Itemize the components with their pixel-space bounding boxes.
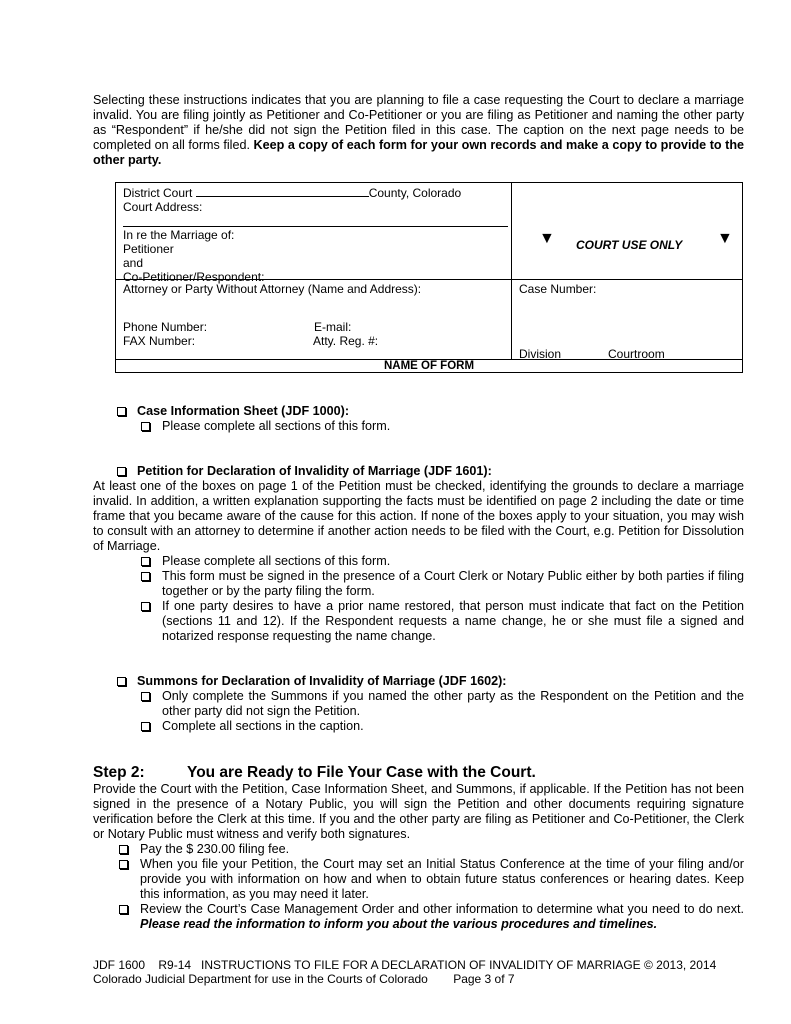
list-item: Review the Court’s Case Management Order and other information to determine what you need to do next. [140, 902, 744, 916]
section-title: Petition for Declaration of Invalidity of Marriage (JDF 1601): [137, 464, 492, 478]
checkbox-icon[interactable] [119, 905, 128, 914]
list-item: Pay the $ 230.00 filing fee. [140, 842, 290, 856]
courtroom-label: Courtroom [608, 347, 665, 361]
district-court-label: District Court [123, 186, 193, 200]
page-footer [93, 958, 744, 986]
intro-text: Selecting these instructions indicates that you are planning to file a case requesting the Court to declare a marriage invalid. You are filing jointly as Petitioner and Co-Petitioner or you are filing as Petitioner and naming the other party as “Respondent” if he/she did not sign the Petition filed in this case. The caption on the next page needs to be completed on all forms filed. [93, 93, 744, 152]
list-item: Only complete the Summons if you named the other party as the Respondent on the Petition and the other party did not sign the Petition. [162, 689, 744, 718]
petition-section [93, 464, 744, 644]
co-petitioner-label: Co-Petitioner/Respondent: [123, 270, 265, 284]
caption-table [115, 182, 743, 373]
section-title: Case Information Sheet (JDF 1000): [137, 404, 350, 418]
step2-title: You are Ready to File Your Case with the Court. [187, 764, 536, 781]
case-number-cell [512, 280, 742, 360]
phone-label: Phone Number: [123, 320, 208, 334]
checkbox-icon[interactable] [141, 572, 150, 581]
checkbox-icon[interactable] [141, 602, 150, 611]
petitioner-label: Petitioner [123, 242, 174, 256]
checkbox-icon[interactable] [119, 845, 128, 854]
case-number-label: Case Number: [519, 282, 597, 296]
court-use-only-label: COURT USE ONLY [576, 238, 683, 252]
checkbox-icon[interactable] [141, 722, 150, 731]
attorney-label: Attorney or Party Without Attorney (Name and Address): [123, 282, 422, 296]
checkbox-icon[interactable] [117, 677, 126, 686]
checkbox-icon[interactable] [117, 467, 126, 476]
list-item-emphasis: Please read the information to inform you about the various procedures and timelines. [140, 917, 658, 931]
case-info-section [115, 404, 744, 434]
down-arrow-icon: ▼ [717, 230, 733, 247]
caption-court-cell [116, 183, 512, 284]
checkbox-icon[interactable] [117, 407, 126, 416]
step2-section [93, 764, 744, 932]
division-label: Division [519, 347, 562, 361]
court-use-cell [512, 183, 742, 280]
list-item: Please complete all sections of this form. [162, 554, 391, 568]
list-item: Please complete all sections of this form. [162, 419, 391, 433]
county-label: County, Colorado [368, 186, 462, 200]
atty-reg-label: Atty. Reg. #: [313, 334, 379, 348]
list-item: This form must be signed in the presence of a Court Clerk or Notary Public either by both parties if filing together or by the party filing the form. [162, 569, 744, 598]
checkbox-icon[interactable] [141, 692, 150, 701]
summons-section [93, 674, 744, 734]
fax-label: FAX Number: [123, 334, 196, 348]
intro-paragraph [93, 93, 744, 168]
county-blank [196, 185, 369, 197]
petition-body: At least one of the boxes on page 1 of the Petition must be checked, identifying the grounds to declare a marriage invalid. In addition, a written explanation supporting the facts must be identified on page 2 including the date or time frame that you became aware of the cause for this action. If none of the boxes apply to your situation, you may wish to consult with an attorney to determine if another action needs to be filed with the Court, e.g. Petition for Dissolution of Marriage. [93, 479, 744, 553]
step2-label: Step 2: [93, 764, 145, 781]
section-title: Summons for Declaration of Invalidity of Marriage (JDF 1602): [137, 674, 507, 688]
and-label: and [123, 256, 144, 270]
name-of-form-label: NAME OF FORM [383, 360, 475, 372]
intro-bold-text: Keep a copy of each form for your own records and make a copy to provide to the other party. [93, 138, 745, 167]
step2-body: Provide the Court with the Petition, Case Information Sheet, and Summons, if applicable. If the Petition has not been signed in the presence of a Notary Public, you will sign the Petition and other documents requiring signature verification before the Clerk at this time. If you and the other party are filing as Petitioner and Co-Petitioner, the Clerk or Notary Public must witness and verify both signatures. [93, 782, 744, 841]
footer-line2-left: Colorado Judicial Department for use in the Courts of Colorado [93, 972, 428, 986]
email-label: E-mail: [314, 320, 352, 334]
page-number: Page 3 of 7 [453, 972, 515, 986]
footer-line1: JDF 1600 R9-14 INSTRUCTIONS TO FILE FOR A DECLARATION OF INVALIDITY OF MARRIAGE © 2013, 2014 [93, 958, 717, 972]
address-rule [123, 226, 508, 227]
in-re-label: In re the Marriage of: [123, 228, 235, 242]
attorney-cell [116, 280, 512, 360]
court-address-label: Court Address: [123, 200, 203, 214]
list-item: Complete all sections in the caption. [162, 719, 364, 733]
checkbox-icon[interactable] [119, 860, 128, 869]
down-arrow-icon: ▼ [539, 230, 555, 247]
list-item: When you file your Petition, the Court may set an Initial Status Conference at the time of your filing and/or provide you with information on how and when to obtain future status conferences or hearing dates. Keep this information, as you may need it later. [140, 857, 744, 901]
footer-line2 [93, 972, 744, 986]
checkbox-icon[interactable] [141, 557, 150, 566]
checkbox-icon[interactable] [141, 422, 150, 431]
list-item: If one party desires to have a prior name restored, that person must indicate that fact on the Petition (sections 11 and 12). If the Respondent requests a name change, he or she must file a signed and notarized response requesting the name change. [162, 599, 744, 643]
step2-heading [93, 764, 744, 782]
